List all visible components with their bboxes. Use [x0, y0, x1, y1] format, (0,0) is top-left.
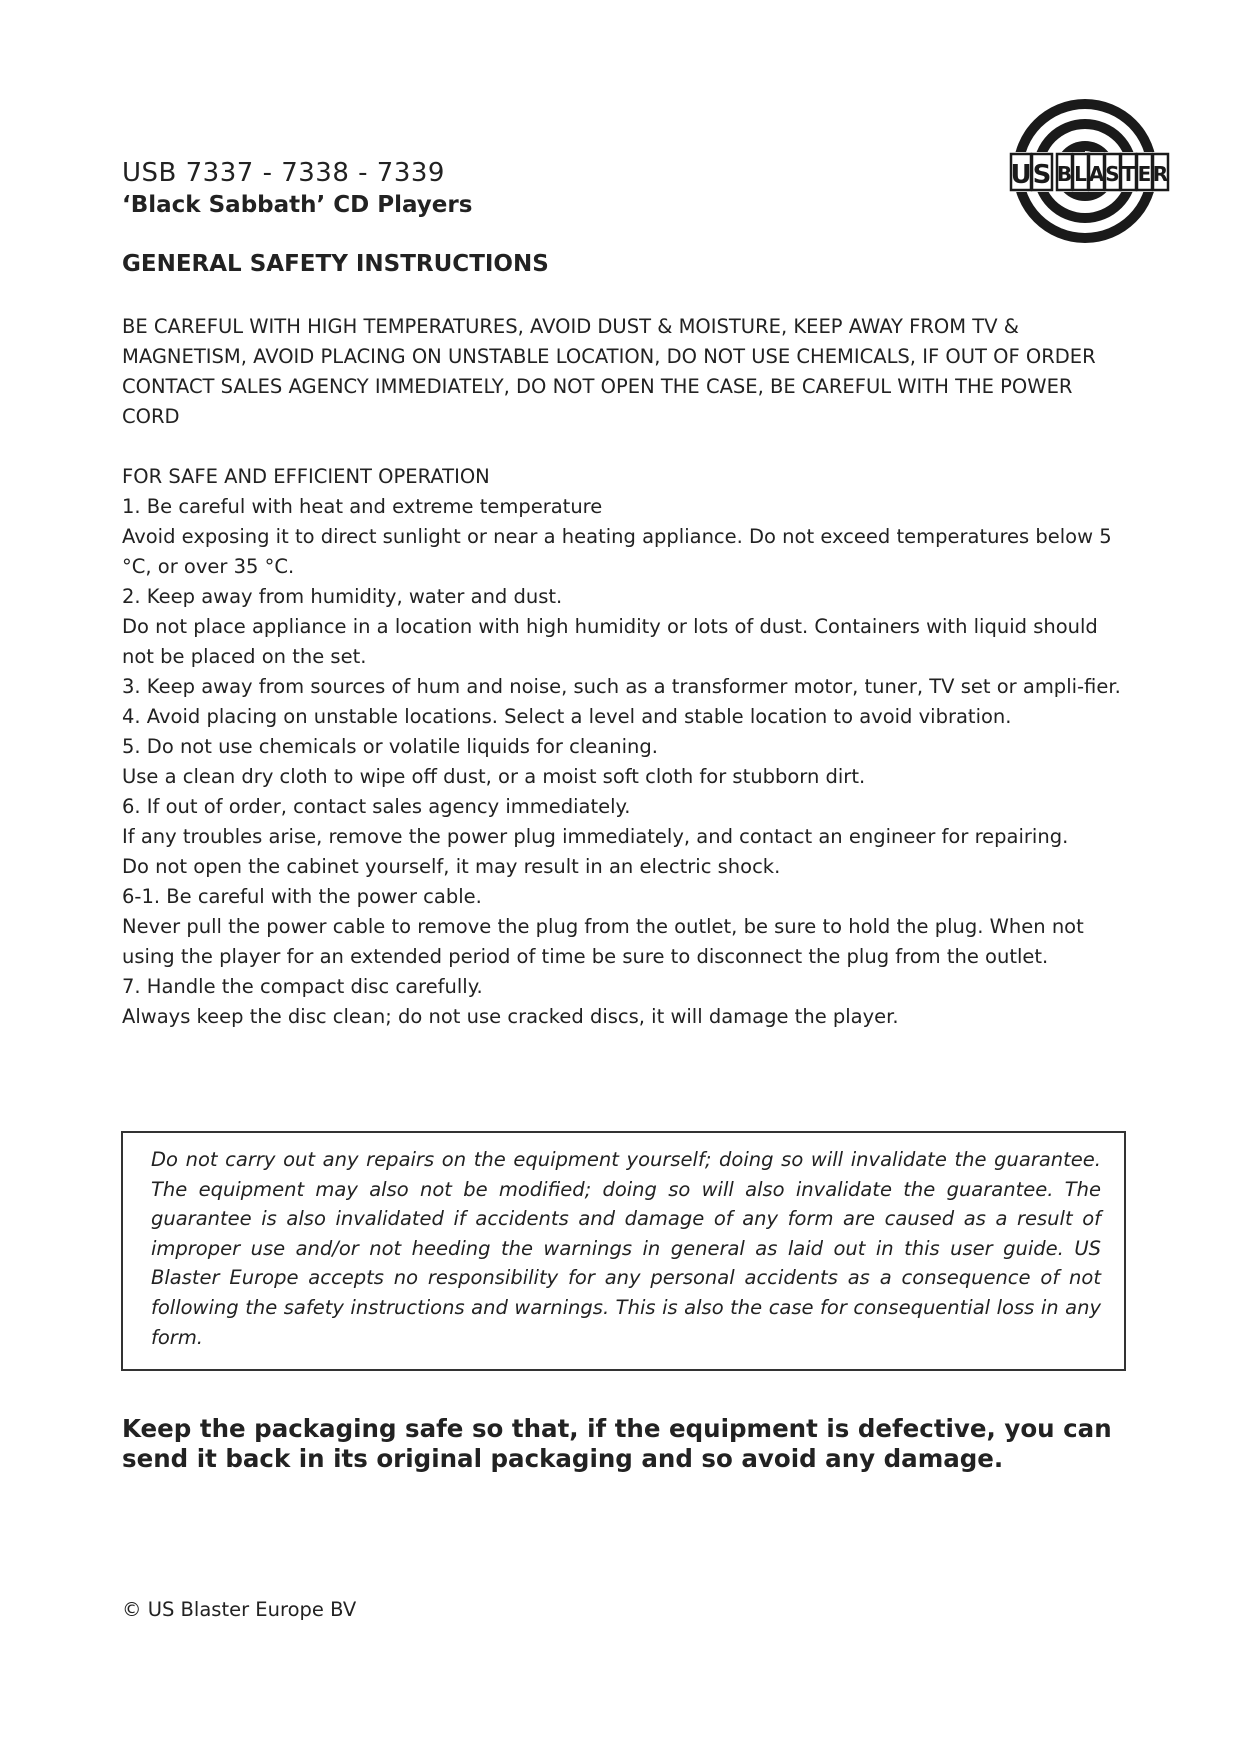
logo-letter: S — [1032, 160, 1052, 190]
operation-line: 6-1. Be careful with the power cable. — [122, 885, 482, 908]
product-subtitle: ‘Black Sabbath’ CD Players — [122, 192, 473, 218]
logo-letter: U — [1010, 160, 1032, 190]
logo-letter: E — [1137, 162, 1152, 186]
operation-line: Avoid exposing it to direct sunlight or near a heating appliance. Do not exceed temperatures below 5 °C, or over 35 °C. — [122, 525, 1112, 578]
operation-line: Always keep the disc clean; do not use cracked discs, it will damage the player. — [122, 1005, 899, 1028]
copyright: © US Blaster Europe BV — [122, 1598, 357, 1621]
logo-letter: R — [1152, 162, 1169, 186]
logo-letter: L — [1074, 162, 1087, 186]
general-safety-text: BE CAREFUL WITH HIGH TEMPERATURES, AVOID DUST & MOISTURE, KEEP AWAY FROM TV & MAGNETISM, AVOID PLACING ON UNSTABLE LOCATION, DO NOT USE CHEMICALS, IF OUT OF ORDER CONTACT SALES AGENCY IMMEDIATELY, DO NOT OPEN THE CASE, BE CAREFUL WITH THE POWER CORD — [122, 315, 1096, 428]
logo-letter: A — [1088, 162, 1105, 186]
operation-line: 1. Be careful with heat and extreme temperature — [122, 495, 603, 518]
model-numbers: USB 7337 - 7338 - 7339 — [122, 158, 445, 188]
operation-title: FOR SAFE AND EFFICIENT OPERATION — [122, 465, 490, 488]
operation-line: Never pull the power cable to remove the plug from the outlet, be sure to hold the plug. When not using the player for an extended period of time be sure to disconnect the plug from the outlet. — [122, 915, 1084, 968]
operation-line: 6. If out of order, contact sales agency immediately. — [122, 795, 631, 818]
operation-line: 7. Handle the compact disc carefully. — [122, 975, 483, 998]
operation-line: Do not place appliance in a location with high humidity or lots of dust. Containers with liquid should not be placed on the set. — [122, 615, 1098, 668]
guarantee-warning-text: Do not carry out any repairs on the equipment yourself; doing so will invalidate the guarantee. The equipment may also not be modified; doing so will also invalidate the guarantee. The guarantee is also invalidated if accidents and damage of any form are caused as a result of improper use and/or not heeding the warnings in general as laid out in this user guide. US Blaster Europe accepts no responsibility for any personal accidents as a consequence of not following the safety instructions and warnings. This is also the case for consequential loss in any form. — [151, 1148, 1101, 1349]
operation-line: 5. Do not use chemicals or volatile liquids for cleaning. — [122, 735, 658, 758]
logo-letter: B — [1056, 162, 1073, 186]
operation-line: Use a clean dry cloth to wipe off dust, or a moist soft cloth for stubborn dirt. — [122, 765, 866, 788]
operation-line: If any troubles arise, remove the power plug immediately, and contact an engineer for repairing. — [122, 825, 1069, 848]
operation-line: Do not open the cabinet yourself, it may result in an electric shock. — [122, 855, 781, 878]
operation-section — [122, 462, 1132, 1032]
logo-letter: T — [1121, 162, 1136, 186]
operation-line: 4. Avoid placing on unstable locations. Select a level and stable location to avoid vibration. — [122, 705, 1012, 728]
logo-letter: S — [1105, 162, 1120, 186]
packaging-notice: Keep the packaging safe so that, if the equipment is defective, you can send it back in its original packaging and so avoid any damage. — [122, 1414, 1112, 1473]
operation-line: 2. Keep away from humidity, water and dust. — [122, 585, 563, 608]
operation-line: 3. Keep away from sources of hum and noise, such as a transformer motor, tuner, TV set or ampli-fier. — [122, 675, 1121, 698]
section-heading: GENERAL SAFETY INSTRUCTIONS — [122, 251, 549, 277]
guarantee-warning-box — [121, 1131, 1126, 1371]
us-blaster-logo — [1005, 96, 1175, 246]
